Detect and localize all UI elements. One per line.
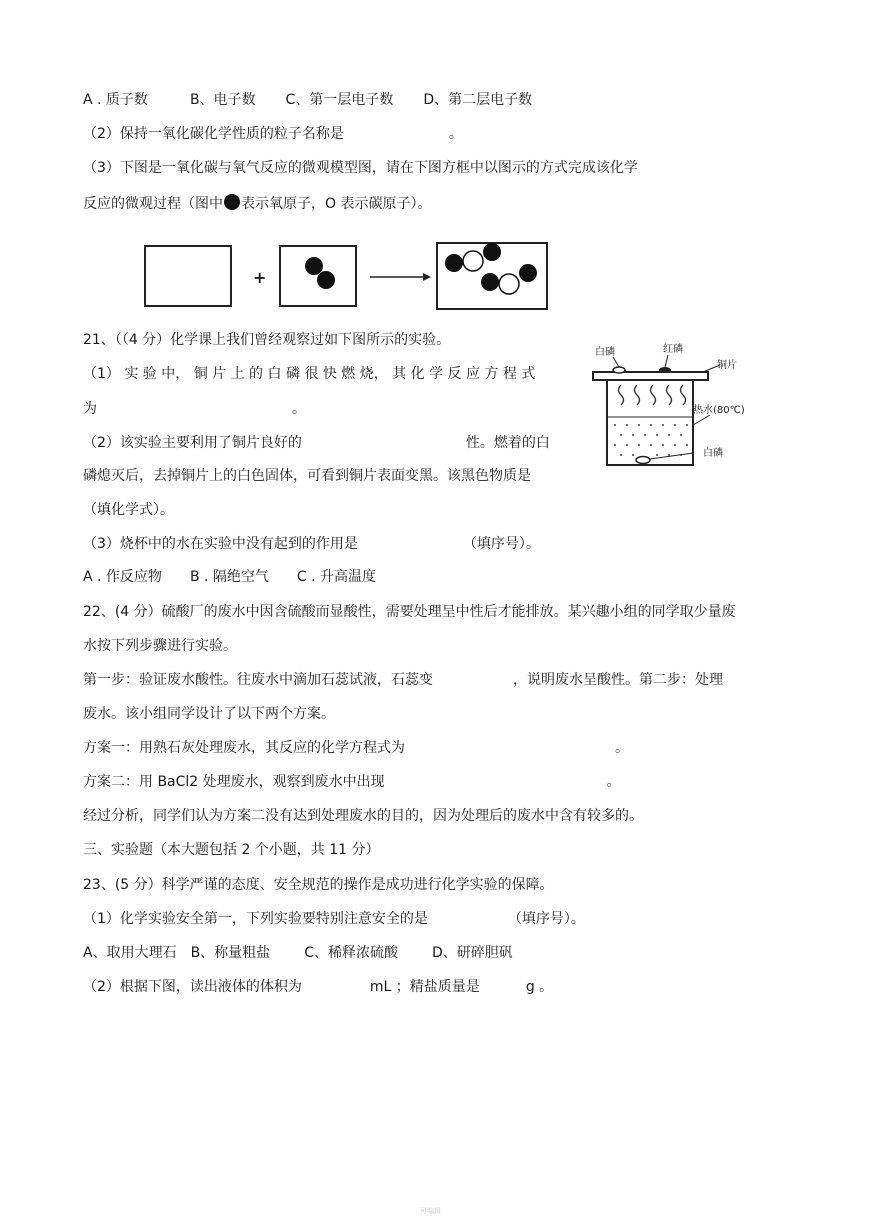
q21-1: （1） 实 验 中， 铜 片 上 的 白 磷 很 快 燃 烧， 其 化 学 反 应 方 程 式 [83,366,536,382]
q23-2-c: g 。 [525,979,554,995]
q22-plan1 [83,738,629,758]
leader-line [693,415,710,425]
q21-3 [83,534,540,554]
q21-title: 21、（（4 分）化学课上我们曾经观察过如下图所示的实验。 [83,332,451,348]
q23-2 [83,977,553,997]
q22-plan2 [83,772,621,792]
oxygen-atom-icon [483,243,501,261]
white-phosphorus-top [613,367,625,373]
q23-option-d: D、研碎胆矾 [431,945,513,961]
q23-option-c: C、稀释浓硫酸 [304,945,398,961]
blank-answer-box [145,246,231,306]
q22-step1-a: 第一步：验证废水酸性。往废水中滴加石蕊试液，石蕊变 [83,672,433,688]
plus-sign: + [253,268,267,287]
option-d: D、第二层电子数 [423,92,533,108]
q21-1b [83,399,306,419]
q23-option-b: B、称量粗盐 [190,945,271,961]
carbon-atom-icon [463,251,483,271]
footer-watermark: 可编辑 [420,1207,441,1215]
q20-2-end: 。 [448,126,463,142]
arrow-head-icon [423,273,431,281]
oxygen-atom-icon [305,257,323,275]
q23-option-a: A、取用大理石 [83,945,177,961]
q21-option-b: B . 隔绝空气 [189,569,269,585]
q22-analysis: 经过分析，同学们认为方案二没有达到处理废水的目的，因为处理后的废水中含有较多的。 [83,808,643,824]
oxygen-atom-icon [317,271,335,289]
q21-3-a: （3）烧杯中的水在实验中没有起到的作用是 [83,536,358,552]
q21-option-a: A . 作反应物 [83,569,162,585]
q21-2c: 磷熄灭后，去掉铜片上的白色固体，可看到铜片表面变黑。该黑色物质是 [83,468,531,484]
option-c: C、第一层电子数 [285,92,394,108]
oxygen-atom-icon [481,273,499,291]
q22-step1-b: ，说明废水呈酸性。第二步：处理 [513,672,723,688]
red-phosphorus [659,367,671,373]
q22-step1c: 废水。该小组同学设计了以下两个方案。 [83,706,335,722]
q23-options [83,943,513,963]
q20-2 [83,124,463,144]
label-hot-water: 热水(80℃) [693,405,745,416]
q22-plan2-a: 方案二：用 BaCl2 处理废水，观察到废水中出现 [83,774,385,790]
q21-3-b: （填序号）。 [462,536,540,552]
steam-lines [619,385,686,405]
q22-b: 水按下列步骤进行实验。 [83,638,237,654]
label-white-phosphorus-top: 白磷 [595,347,615,358]
reaction-model-diagram [140,240,550,312]
option-a: A . 质子数 [83,92,148,108]
label-white-phosphorus-bottom: 白磷 [703,448,723,459]
q20-3-cont-a: 反应的微观过程（图中 [83,196,223,212]
q21-option-c: C . 升高温度 [296,569,377,585]
q22-plan1-a: 方案一：用熟石灰处理废水，其反应的化学方程式为 [83,740,405,756]
q20-3-cont [83,193,431,214]
q22-step1 [83,670,723,690]
leader-line [665,355,668,367]
label-red-phosphorus: 红磷 [663,344,683,355]
q22-title: 22、(4 分）硫酸厂的废水中因含硫酸而显酸性，需要处理呈中性后才能排放。某兴趣小组的同学取少量废 [83,604,736,620]
oxygen-atom-icon [223,193,241,211]
q20-3: （3）下图是一氧化碳与氧气反应的微观模型图，请在下图方框中以图示的方式完成该化学 [83,160,638,176]
oxygen-atom-icon [519,264,537,282]
q21-options [83,567,376,587]
q23-1-a: （1）化学实验安全第一，下列实验要特别注意安全的是 [83,911,428,927]
label-copper-sheet: 铜片 [717,360,737,371]
water-dots [614,424,688,456]
q21-2-b: 性。燃着的白 [465,435,550,451]
carbon-atom-icon [499,274,519,294]
leader-line [613,357,619,367]
q21-1b-end: 。 [292,401,306,417]
q23-title: 23、(5 分）科学严谨的态度、安全规范的操作是成功进行化学实验的保障。 [83,877,554,893]
phosphorus-combustion-apparatus [585,335,790,475]
q21-2 [83,433,550,453]
q23-1-b: （填序号）。 [507,911,585,927]
oxygen-atom-icon [445,254,463,272]
section-3-heading: 三、实验题（本大题包括 2 个小题，共 11 分） [83,842,380,858]
q23-2-b: mL ；精盐质量是 [369,979,480,995]
q21-1b-a: 为 [83,401,97,417]
leader-line [650,453,693,459]
q23-1 [83,909,585,929]
q20-options [83,90,532,110]
copper-sheet [593,372,708,380]
q23-2-a: （2）根据下图，读出液体的体积为 [83,979,302,995]
option-b: B、电子数 [189,92,256,108]
q22-plan2-end: 。 [606,774,621,790]
q21-2d: （填化学式）。 [83,502,174,518]
q20-2-text: （2）保持一氧化碳化学性质的粒子名称是 [83,126,344,142]
white-phosphorus-bottom [636,457,650,464]
q20-3-cont-b: 表示氧原子，O 表示碳原子）。 [241,196,432,212]
q21-2-a: （2）该实验主要利用了铜片良好的 [83,435,302,451]
q22-plan1-end: 。 [615,740,629,756]
